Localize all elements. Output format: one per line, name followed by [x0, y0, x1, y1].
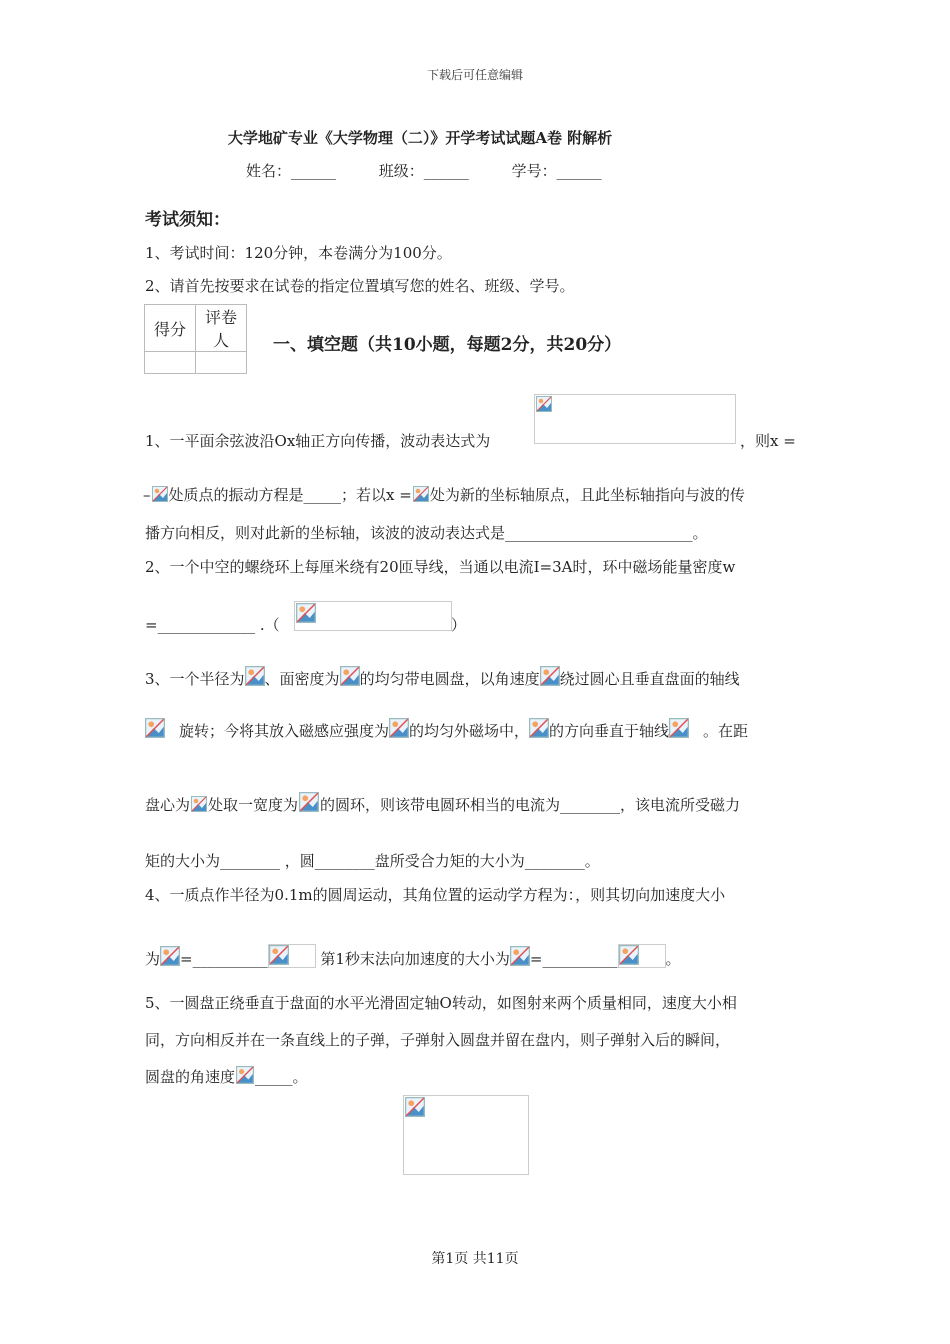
- q5-line-b: 同，方向相反并在一条直线上的子弹，子弹射入圆盘并留在盘内，则子弹射入后的瞬间，: [145, 1031, 731, 1049]
- broken-image-icon: [536, 396, 552, 412]
- q4-line-a: 4、一质点作半径为0.1m的圆周运动，其角位置的运动学方程为：，则其切向加速度大小: [145, 886, 726, 904]
- q3-text-a4: 绕过圆心且垂直盘面的轴线: [559, 670, 740, 688]
- tangential-accel-image: [268, 944, 316, 968]
- broken-image-icon: [190, 796, 208, 812]
- q3-text-a1: 3、一个半径为: [145, 670, 245, 688]
- broken-image-icon: [669, 718, 689, 738]
- q1-line-a: 1、一平面余弦波沿Ox轴正方向传播，波动表达式为: [145, 432, 491, 450]
- broken-image-icon: [389, 718, 409, 738]
- score-label: 得分: [145, 305, 196, 352]
- grader-label: 评卷人: [196, 305, 247, 352]
- broken-image-icon: [340, 666, 360, 686]
- notice-title: 考试须知：: [145, 210, 230, 230]
- disk-figure-image: [403, 1095, 529, 1175]
- q4-text-b1: 为: [145, 950, 161, 968]
- normal-accel-image: [618, 944, 666, 968]
- exam-title: 大学地矿专业《大学物理（二）》开学考试试题A卷 附解析: [227, 129, 613, 147]
- q3-line-a: [145, 666, 740, 689]
- broken-image-icon: [510, 946, 530, 966]
- dash-glyph: –: [143, 486, 151, 504]
- q5-line-c: [145, 1066, 308, 1087]
- section-title: 一、填空题（共10小题，每题2分，共20分）: [273, 335, 622, 355]
- q1-text-d: 处为新的坐标轴原点，且此坐标轴指向与波的传: [429, 486, 745, 504]
- q5-text-c: 圆盘的角速度: [145, 1068, 236, 1086]
- broken-image-icon: [540, 666, 560, 686]
- q1-text-c: 处质点的振动方程是_____；若以x =: [168, 486, 412, 504]
- q3-text-c1: 盘心为: [145, 796, 191, 814]
- q2-line-a: 2、一个中空的螺绕环上每厘米绕有20匝导线，当通以电流I=3A时，环中磁场能量密度w: [145, 558, 736, 576]
- broken-image-icon: [405, 1097, 425, 1117]
- q3-text-b2: 的均匀外磁场中，: [409, 722, 530, 740]
- student-fields: [246, 160, 640, 181]
- q4-text-b2: =__________: [180, 950, 268, 968]
- q3-line-c: [145, 792, 740, 815]
- broken-image-icon: [412, 486, 430, 502]
- q4-line-b: [145, 944, 681, 969]
- q5-line-a: 5、一圆盘正绕垂直于盘面的水平光滑固定轴O转动，如图射来两个质量相同，速度大小相: [145, 994, 737, 1012]
- broken-image-icon: [298, 792, 320, 812]
- broken-image-icon: [619, 945, 639, 965]
- q3-text-a3: 的均匀带电圆盘，以角速度: [359, 670, 540, 688]
- page-footer: 第1页 共11页: [431, 1251, 519, 1267]
- q1-line-e: 播方向相反，则对此新的坐标轴，该波的波动表达式是_________________________。: [145, 524, 708, 542]
- broken-image-icon: [235, 1066, 255, 1084]
- q5-text-d: _____。: [255, 1068, 308, 1086]
- broken-image-icon: [151, 486, 169, 502]
- broken-image-icon: [296, 603, 316, 623]
- q3-line-d: 矩的大小为________ ，圆________盘所受合力矩的大小为________。: [145, 852, 600, 870]
- wave-equation-image: [534, 394, 736, 444]
- q2-line-b: [145, 614, 280, 635]
- score-cell[interactable]: [145, 352, 196, 374]
- q3-line-b: [145, 718, 748, 741]
- q3-text-b4: 。在距: [703, 722, 749, 740]
- broken-image-icon: [245, 666, 265, 686]
- notice-item-2: 2、请首先按要求在试卷的指定位置填写您的姓名、班级、学号。: [145, 277, 575, 295]
- q3-text-a2: 、面密度为: [264, 670, 340, 688]
- broken-image-icon: [145, 718, 165, 738]
- broken-image-icon: [529, 718, 549, 738]
- broken-image-icon: [160, 946, 180, 966]
- header-note: 下载后可任意编辑: [426, 68, 523, 82]
- notice-item-1: 1、考试时间：120分钟，本卷满分为100分。: [145, 244, 452, 262]
- student-id-field[interactable]: 学号：______: [511, 162, 602, 180]
- class-field[interactable]: 班级：______: [378, 162, 469, 180]
- q2-text-b: =_____________ .（: [145, 616, 280, 634]
- q4-text-b5: 。: [665, 950, 681, 968]
- name-field[interactable]: 姓名：______: [246, 162, 337, 180]
- q1-line-b: ，则x =: [740, 432, 796, 450]
- broken-image-icon: [269, 945, 289, 965]
- q2-line-c: ）: [451, 616, 467, 634]
- q4-text-b4: =__________: [529, 950, 618, 968]
- q3-text-b1: 旋转；今将其放入磁感应强度为: [179, 722, 390, 740]
- q3-text-c2: 处取一宽度为: [208, 796, 299, 814]
- q4-text-b3: 第1秒末法向加速度的大小为: [315, 950, 510, 968]
- q1-line-c: [143, 484, 745, 505]
- q3-text-c3: 的圆环，则该带电圆环相当的电流为________，该电流所受磁力: [320, 796, 741, 814]
- score-table: [144, 304, 247, 374]
- grader-cell[interactable]: [196, 352, 247, 374]
- energy-density-image: [294, 601, 452, 631]
- q3-text-b3: 的方向垂直于轴线: [549, 722, 670, 740]
